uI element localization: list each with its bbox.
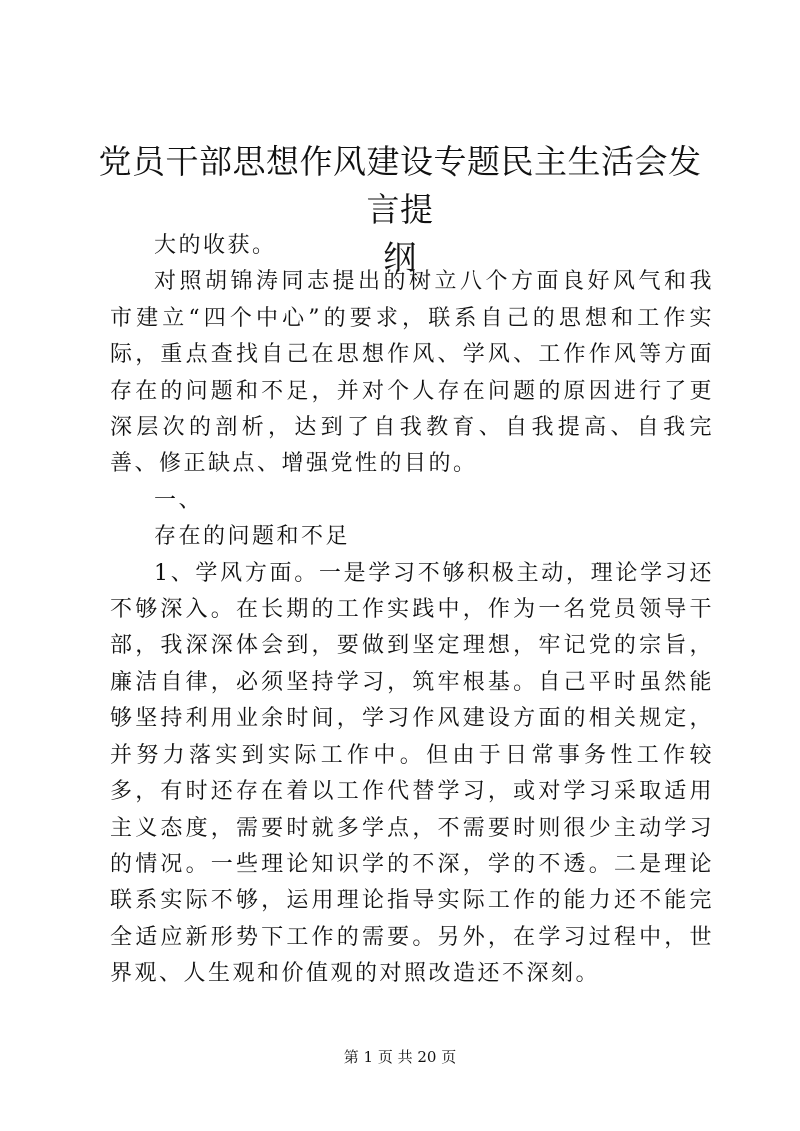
document-title-line-2: 纲 (383, 238, 417, 277)
document-title-line-1: 党员干部思想作风建设专题民主生活会发言提 (98, 142, 702, 229)
section-heading: 存在的问题和不足 (154, 524, 351, 550)
section-number: 一、 (154, 487, 204, 513)
document-body (110, 228, 714, 993)
page-footer: 第 1 页 共 20 页 (343, 1048, 457, 1066)
paragraph-study-style: 1、学风方面。一是学习不够积极主动，理论学习还不够深入。在长期的工作实践中，作为一名党员领导干部，我深深体会到，要做到坚定理想，牢记党的宗旨，廉洁自律，必须坚持学习，筑牢根基。自己平时虽然能够坚持利用业余时间，学习作风建设方面的相关规定，并努力落实到实际工作中。但由于日常事务性工作较多，有时还存在着以工作代替学习，或对学习采取适用主义态度，需要时就多学点，不需要时则很少主动学习的情况。一些理论知识学的不深，学的不透。二是理论联系实际不够，运用理论指导实际工作的能力还不能完全适应新形势下工作的需要。另外，在学习过程中，世界观、人生观和价值观的对照改造还不深刻。 (110, 560, 714, 987)
paragraph-summary: 对照胡锦涛同志提出的树立八个方面良好风气和我市建立“四个中心”的要求，联系自己的思想和工作实际，重点查找自己在思想作风、学风、工作作风等方面存在的问题和不足，并对个人存在问题的原因进行了更深层次的剖析，达到了自我教育、自我提高、自我完善、修正缺点、增强党性的目的。 (110, 269, 714, 477)
paragraph-intro-tail: 大的收获。 (154, 233, 277, 258)
